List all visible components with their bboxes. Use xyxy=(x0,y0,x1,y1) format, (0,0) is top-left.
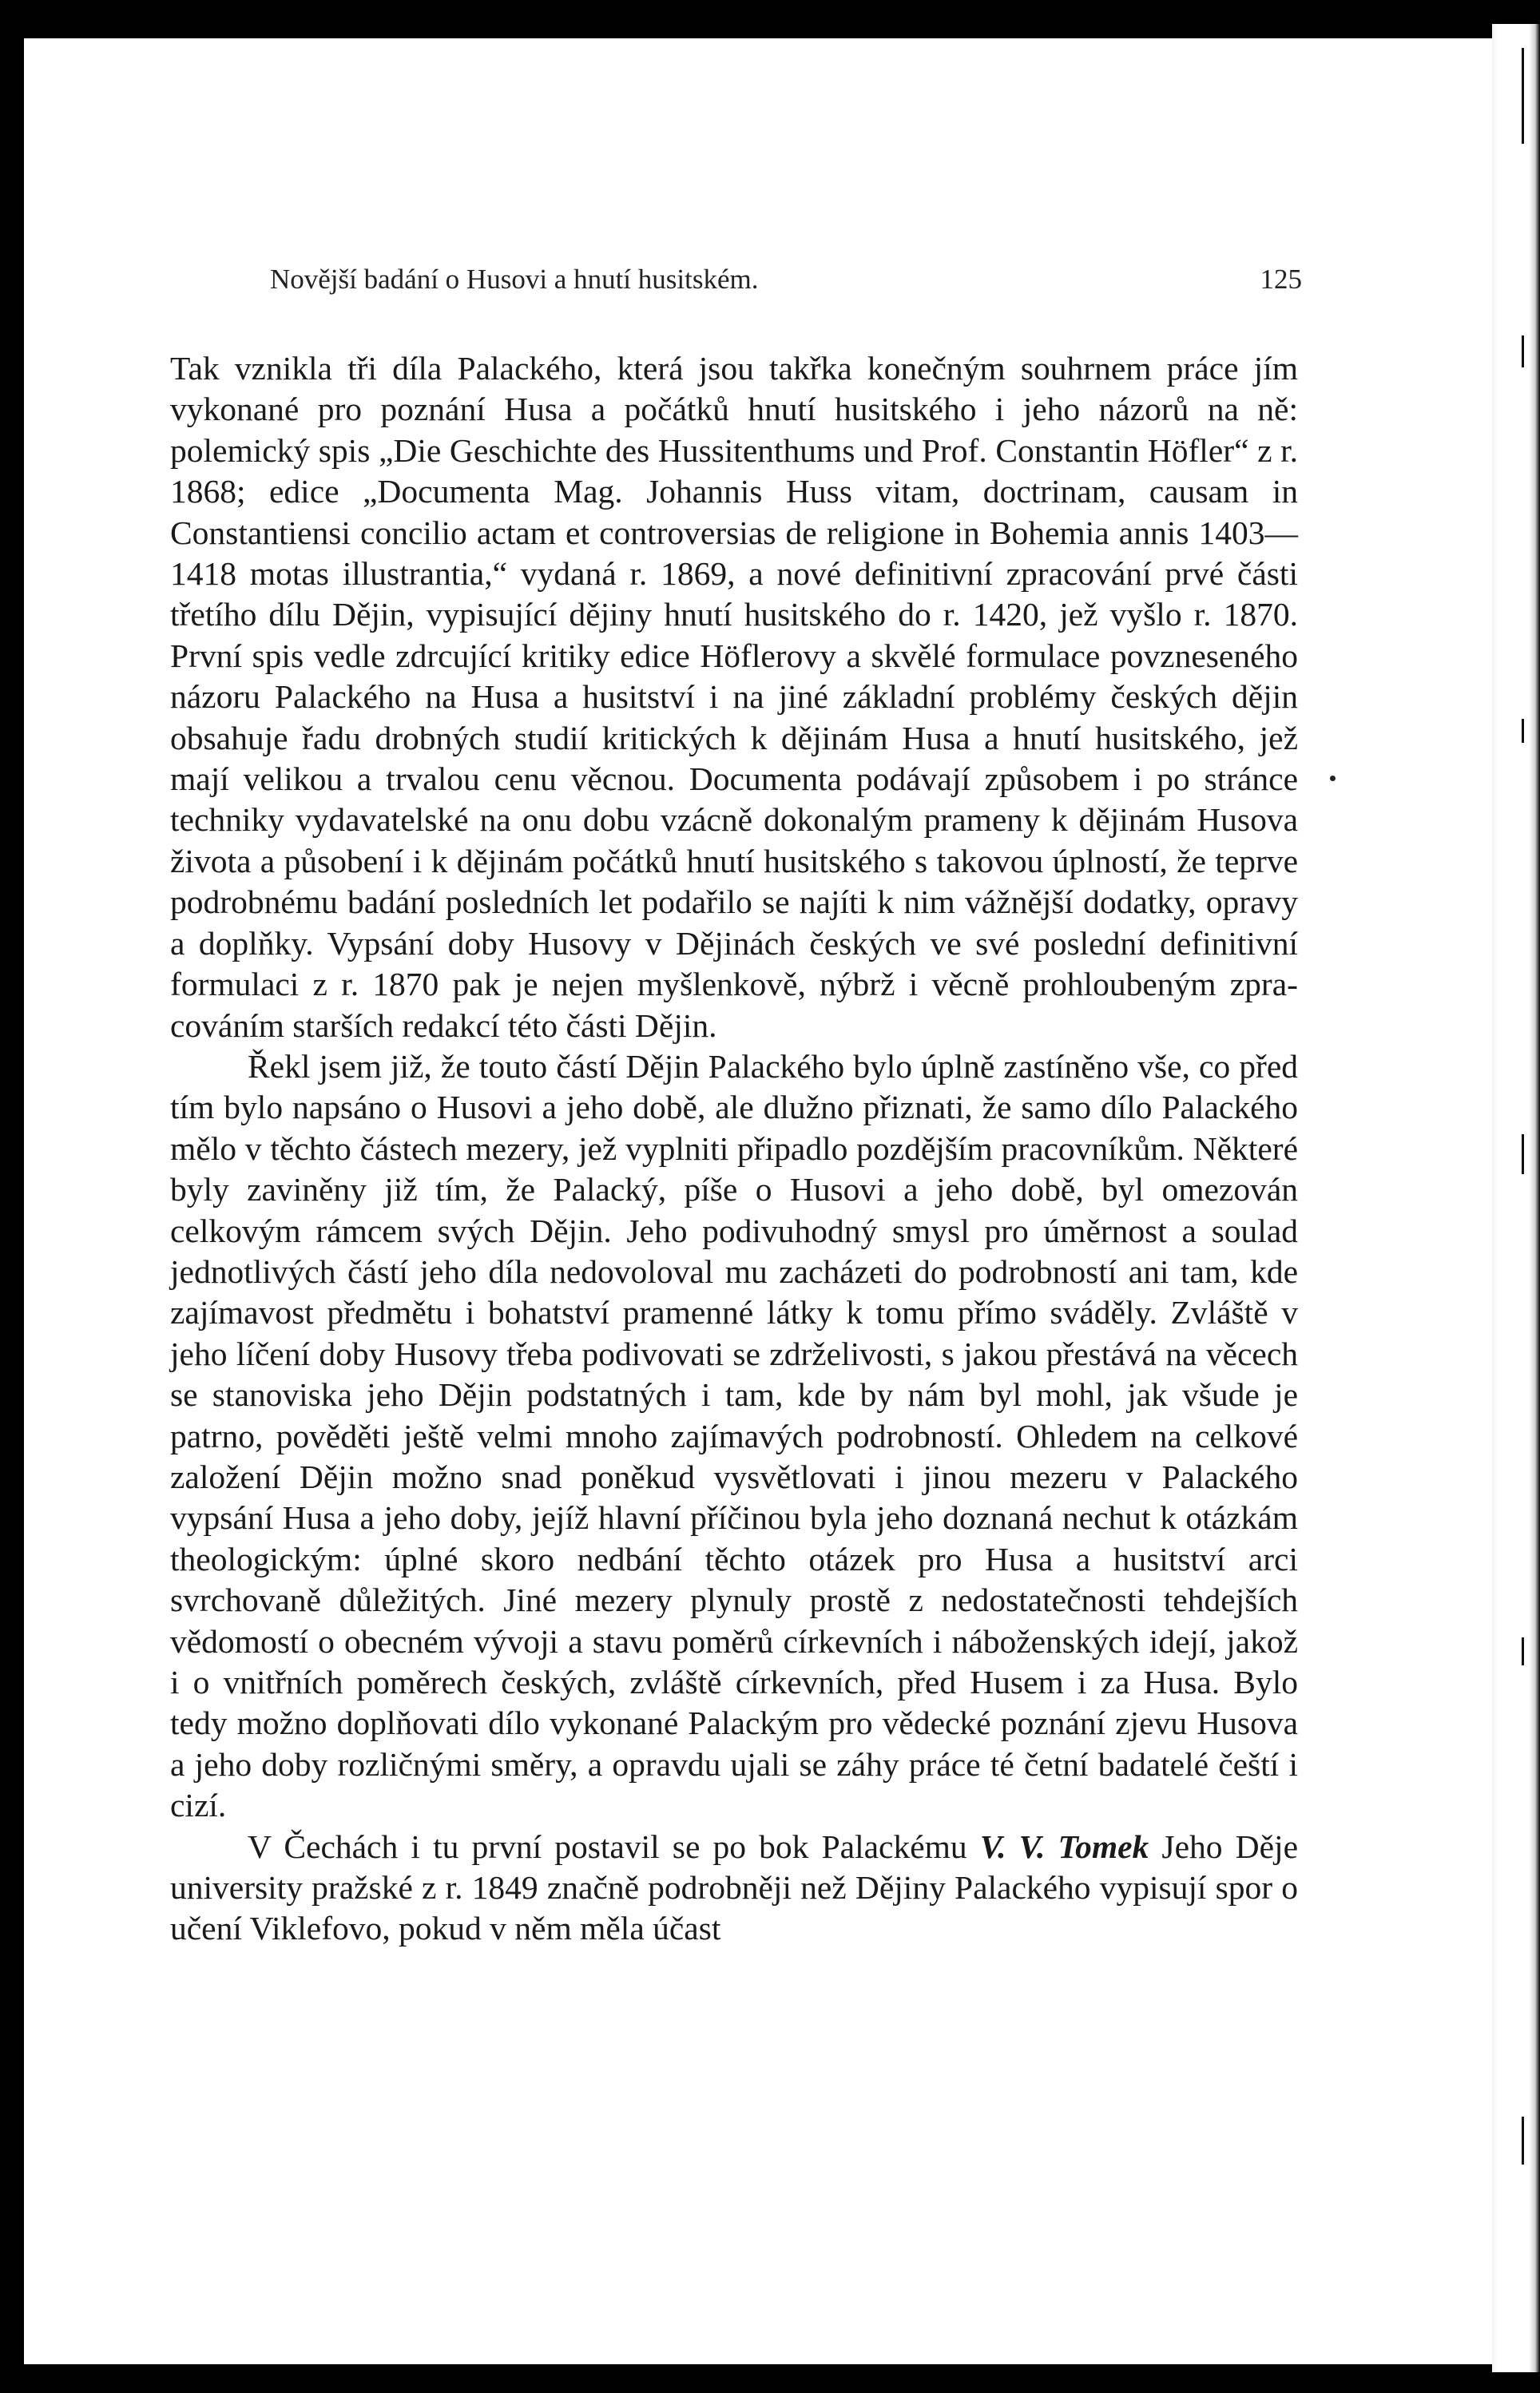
edge-mark xyxy=(1522,335,1524,367)
edge-mark xyxy=(1522,1637,1524,1665)
page-number: 125 xyxy=(1260,264,1302,295)
paragraph-2: Řekl jsem již, že touto částí Dějin Palackého bylo úplně zastíněno vše, co před tím bylo napsáno o Husovi a jeho době, ale dlužno přiznati, že samo dílo Palackého mělo v těchto částech mezery, jež vyplniti připadlo pozdějším pracovníkům. Některé byly zaviněny již tím, že Palacký, píše o Husovi a jeho době, byl omezován celkovým rámcem svých Dějin. Jeho podivuhodný smysl pro úměrnost a soulad jednotlivých částí jeho díla nedovoloval mu zacházeti do podrobností ani tam, kde zajímavost předmětu i bohatství pramenné látky k tomu přímo sváděly. Zvláště v jeho líčení doby Husovy třeba podivovati se zdrželivosti, s jakou přestává na věcech se stanoviska jeho Dějin podstatných i tam, kde by nám byl mohl, jak všude je patrno, pověděti ještě velmi mnoho zajímavých podrobností. Ohledem na celkové založení Dějin možno snad poněkud vysvětlovati i jinou mezeru v Palackého vypsání Husa a jeho doby, jejíž hlavní příčinou byla jeho doznaná nechut k otázkám theologickým: úplné skoro nedbání těchto otázek pro Husa a husitství arci svrchovaně důležitých. Jiné mezery plynuly prostě z nedostatečnosti tehdejších vědomostí o obecném vývoji a stavu poměrů církevních i náboženských idejí, jakož i o vnitřních poměrech českých, zvláště církevních, před Husem i za Husa. Bylo tedy možno doplňovati dílo vykonané Palackým pro vědecké poznání zjevu Husova a jeho doby rozličnými směry, a opravdu ujali se záhy práce té četní badatelé čeští i cizí. xyxy=(170,1047,1298,1824)
edge-mark xyxy=(1522,719,1524,743)
running-head-title: Novější badání o Husovi a hnutí husitském. xyxy=(270,264,759,295)
page-edge xyxy=(1492,24,1540,2372)
edge-mark xyxy=(1522,48,1524,144)
print-speck xyxy=(1330,776,1336,781)
body-text xyxy=(170,348,1298,1950)
paragraph-3-rest: Jeho Děje university pražské z r. 1849 značně podrobněji než Dějiny Palackého vypisují spor o učení Viklefovo, pokud v něm měla účast xyxy=(170,1827,1298,1947)
paragraph-1: Tak vznikla tři díla Palackého, která jsou takřka konečným souhrnem práce jím vykonané pro poznání Husa a počátků hnutí husitského i jeho názorů na ně: polemický spis „Die Geschichte des Hussitenthums und Prof. Constantin Höfler“ z r. 1868; edice „Documenta Mag. Johannis Huss vitam, doctrinam, causam in Constantiensi concilio actam et controversias de religione in Bohemia annis 1403—1418 motas illustrantia,“ vydaná r. 1869, a nové definitivní zpracování prvé části třetího dílu Dějin, vypisující dějiny hnutí husitského do r. 1420, jež vyšlo r. 1870. První spis vedle zdrcující kritiky edice Höflerovy a skvělé formulace povzneseného názoru Palackého na Husa a husitství i na jiné základní problémy českých dějin obsahuje řadu drobných studií kritických k dějinám Husa a hnutí husitského, jež mají velikou a trvalou cenu věcnou. Documenta podávají způsobem i po stránce techniky vydavatelské na onu dobu vzácně dokonalým prameny k dějinám Husova života a působení i k dějinám počátků hnutí husitského s takovou úplností, že teprve podrobnému badání posledních let podařilo se najíti k nim vážnější dodatky, opravy a doplňky. Vypsání doby Husovy v Dějinách českých ve své poslední definitivní formulaci z r. 1870 pak je nejen myšlenkově, nýbrž i věcně prohloubeným zpracováním starších redakcí této části Dějin. xyxy=(170,350,1298,1044)
paragraph-3-lead: V Čechách i tu první postavil se po bok Palackému xyxy=(248,1827,980,1865)
edge-mark xyxy=(1522,1134,1524,1174)
author-name-tomek: V. V. Tomek xyxy=(979,1827,1149,1865)
running-head xyxy=(270,264,1302,304)
edge-mark xyxy=(1522,2117,1524,2165)
paragraph-3 xyxy=(170,1827,1298,1950)
